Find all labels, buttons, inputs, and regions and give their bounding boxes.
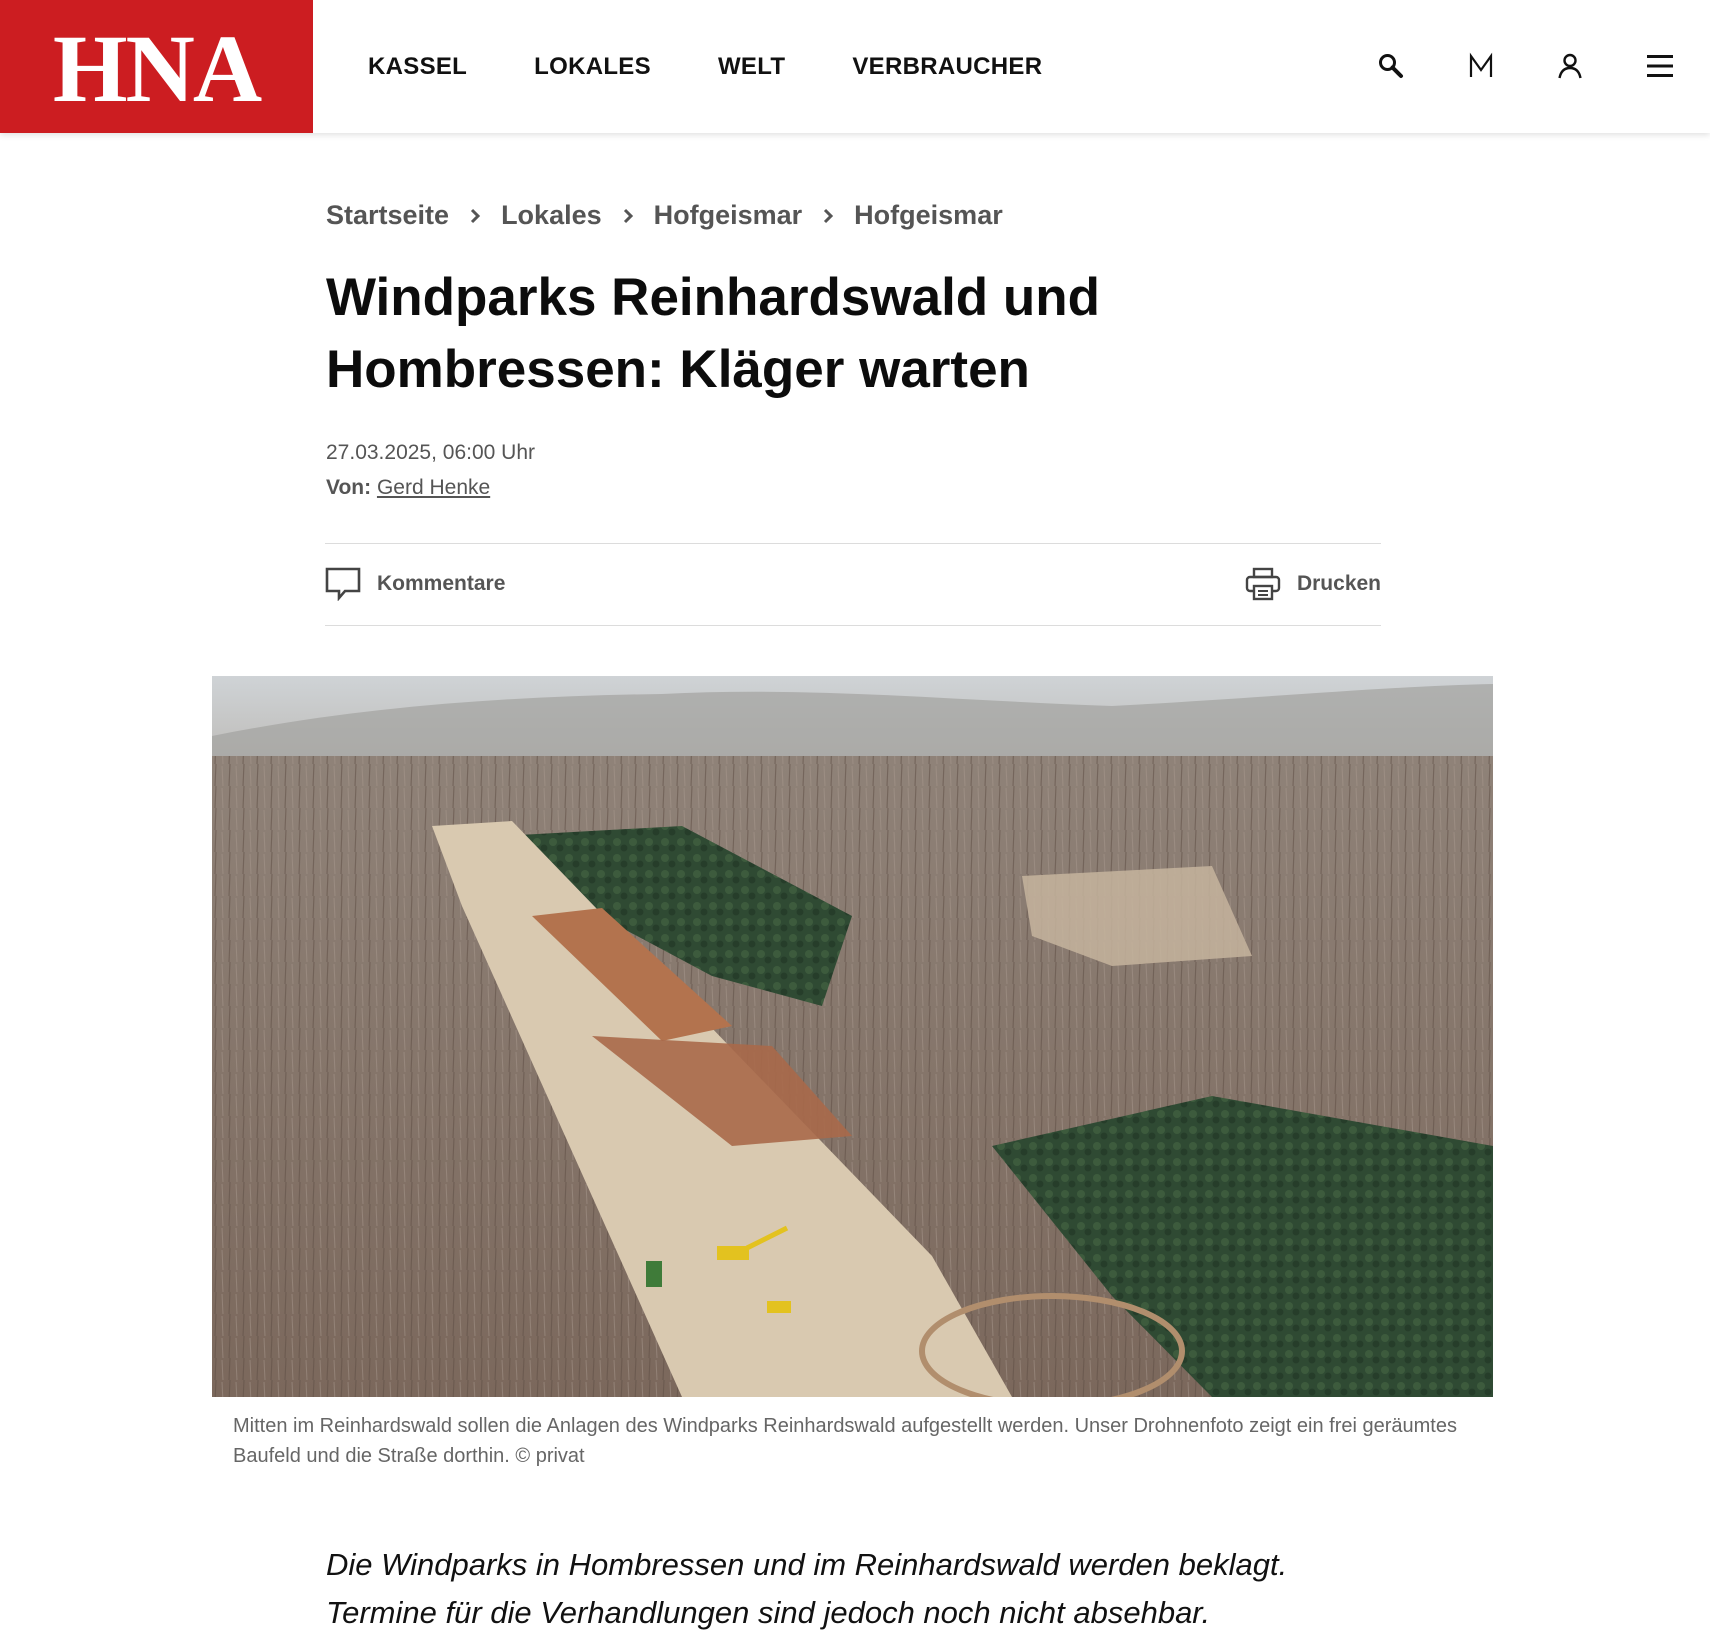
- comments-button[interactable]: [325, 567, 505, 601]
- article-action-bar: [325, 543, 1381, 626]
- chevron-right-icon: [622, 207, 634, 225]
- logo-text: HNA: [52, 14, 261, 122]
- nav-item-welt[interactable]: WELT: [717, 52, 786, 80]
- article-title: Windparks Reinhardswald und Hombressen: Kläger warten: [326, 268, 1101, 399]
- nav-item-kassel[interactable]: KASSEL: [368, 52, 468, 80]
- image-caption: Mitten im Reinhardswald sollen die Anlagen des Windparks Reinhardswald aufgestellt werden. Unser Drohnenfoto zeigt ein frei geräumtes Baufeld und die Straße dorthin. © privat: [233, 1415, 1457, 1467]
- user-icon[interactable]: [1550, 46, 1590, 86]
- main-nav: [368, 0, 1109, 133]
- breadcrumb-hofgeismar-current[interactable]: Hofgeismar: [854, 200, 1003, 230]
- print-label: Drucken: [1296, 572, 1381, 595]
- search-icon[interactable]: [1371, 46, 1411, 86]
- article-hero-image[interactable]: [212, 676, 1493, 1397]
- article-date: 27.03.2025, 06:00 Uhr: [326, 441, 535, 464]
- author-link[interactable]: Gerd Henke: [376, 476, 491, 499]
- nav-item-lokales[interactable]: LOKALES: [534, 52, 651, 80]
- hna-logo[interactable]: [0, 0, 313, 133]
- site-header: [0, 0, 1710, 133]
- breadcrumb-hofgeismar[interactable]: Hofgeismar: [653, 200, 803, 230]
- comments-label: Kommentare: [377, 572, 506, 595]
- nav-item-verbraucher[interactable]: VERBRAUCHER: [852, 52, 1043, 80]
- article-author: [326, 476, 490, 500]
- comment-icon: [325, 567, 361, 601]
- printer-icon: [1245, 567, 1281, 601]
- print-button[interactable]: [1245, 567, 1381, 601]
- breadcrumb-startseite[interactable]: Startseite: [326, 200, 450, 230]
- breadcrumb: [326, 200, 1003, 231]
- merkliste-icon[interactable]: [1461, 46, 1501, 86]
- article-lead: Die Windparks in Hombressen und im Reinhardswald werden beklagt. Termine für die Verhandlungen sind jedoch noch nicht absehbar.: [326, 1547, 1288, 1630]
- author-label: Von:: [326, 476, 372, 499]
- chevron-right-icon: [469, 207, 481, 225]
- menu-icon[interactable]: [1640, 46, 1680, 86]
- chevron-right-icon: [822, 207, 834, 225]
- breadcrumb-lokales[interactable]: Lokales: [501, 200, 602, 230]
